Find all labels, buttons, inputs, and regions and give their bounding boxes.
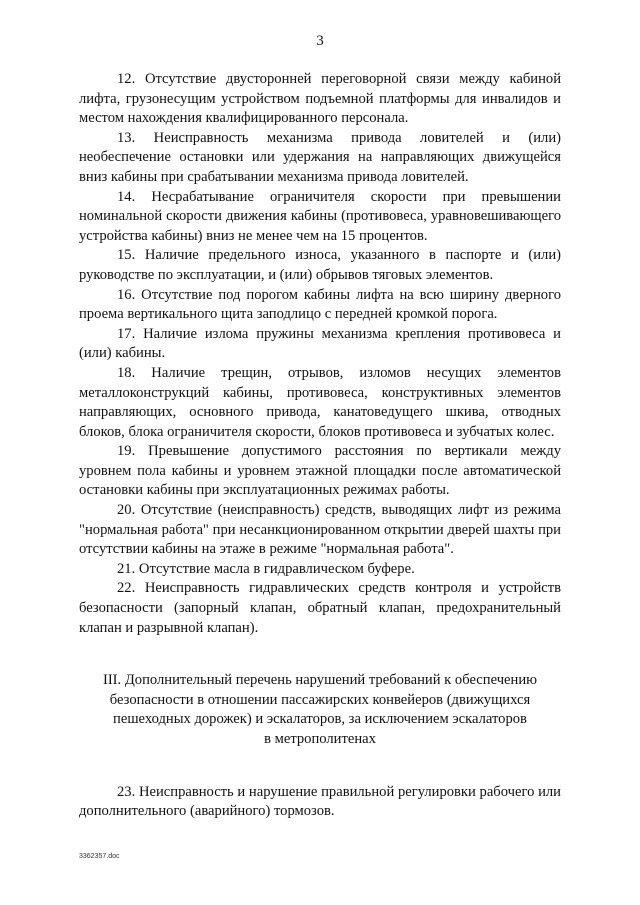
document-body xyxy=(79,70,561,822)
paragraph-12 xyxy=(79,70,561,129)
paragraph-text: Превышение допустимого расстояния по вертикали между уровнем пола кабины и уровнем этажной площадки после автоматической остановки кабины при эксплуатационных режимах работы. xyxy=(79,443,561,499)
paragraph-22 xyxy=(79,579,561,638)
paragraph-number: 22. xyxy=(117,580,136,597)
paragraph-text: Неисправность и нарушение правильной регулировки рабочего или дополнительного (аварийного) тормозов. xyxy=(79,783,561,820)
paragraph-21 xyxy=(79,560,561,580)
paragraph-text: Отсутствие (неисправность) средств, выводящих лифт из режима "нормальная работа" при несанкционированном открытии дверей шахты при отсутствии кабины на этаже в режиме "нормальная работа". xyxy=(79,502,561,558)
paragraph-text: Наличие трещин, отрывов, изломов несущих элементов металлоконструкций кабины, противовеса, конструктивных элементов направляющих, основного привода, канатоведущего шкива, отводных блоков, блока ограничителя скорости, блоков противовеса и зубчатых колес. xyxy=(79,364,561,440)
footer-document-id: 3362357.doc xyxy=(79,853,120,860)
section-heading-line: безопасности в отношении пассажирских конвейеров (движущихся xyxy=(109,691,531,708)
paragraph-23 xyxy=(79,783,561,822)
paragraph-17 xyxy=(79,325,561,364)
paragraph-20 xyxy=(79,501,561,560)
paragraph-13 xyxy=(79,129,561,188)
paragraph-text: Наличие излома пружины механизма крепления противовеса и (или) кабины. xyxy=(79,325,561,362)
paragraph-16 xyxy=(79,286,561,325)
paragraph-text: Несрабатывание ограничителя скорости при превышении номинальной скорости движения кабины (противовеса, уравновешивающего устройства кабины) вниз не менее чем на 15 процентов. xyxy=(79,188,561,244)
paragraph-number: 17. xyxy=(117,325,136,342)
paragraph-text: Отсутствие под порогом кабины лифта на всю ширину дверного проема вертикального щита заподлицо с передней кромкой порога. xyxy=(79,286,561,323)
paragraph-number: 14. xyxy=(117,188,136,205)
paragraph-number: 18. xyxy=(117,364,136,381)
paragraph-text: Отсутствие двусторонней переговорной связи между кабиной лифта, грузонесущим устройством подъемной платформы для инвалидов и местом нахождения квалифицированного персонала. xyxy=(79,71,562,127)
paragraph-number: 23. xyxy=(117,783,136,800)
paragraph-14 xyxy=(79,188,561,247)
paragraph-19 xyxy=(79,442,561,501)
paragraph-18 xyxy=(79,364,561,442)
paragraph-number: 21. xyxy=(117,560,136,577)
page-number: 3 xyxy=(316,33,324,49)
paragraph-number: 19. xyxy=(117,443,136,460)
paragraph-text: Наличие предельного износа, указанного в паспорте и (или) руководстве по эксплуатации, и (или) обрывов тяговых элементов. xyxy=(79,247,561,283)
paragraph-number: 16. xyxy=(117,286,136,303)
paragraph-number: 13. xyxy=(117,129,136,146)
section-heading-line: III. Дополнительный перечень нарушений требований к обеспечению xyxy=(102,672,538,689)
paragraph-number: 15. xyxy=(117,247,136,264)
paragraph-text: Неисправность механизма привода ловителей и (или) необеспечение остановки или удержания на направляющих движущейся вниз кабины при срабатывании механизма привода ловителей. xyxy=(79,129,561,185)
section-heading xyxy=(79,671,561,749)
paragraph-text: Неисправность гидравлических средств контроля и устройств безопасности (запорный клапан, обратный клапан, предохранительный клапан и разрывной клапан). xyxy=(79,580,561,636)
paragraph-15 xyxy=(79,246,561,285)
paragraph-number: 20. xyxy=(117,502,136,519)
section-heading-line: пешеходных дорожек) и эскалаторов, за исключением эскалаторов xyxy=(113,711,527,728)
section-heading-line: в метрополитенах xyxy=(264,731,376,747)
paragraph-number: 12. xyxy=(117,71,136,87)
paragraph-text: Отсутствие масла в гидравлическом буфере. xyxy=(138,560,415,577)
